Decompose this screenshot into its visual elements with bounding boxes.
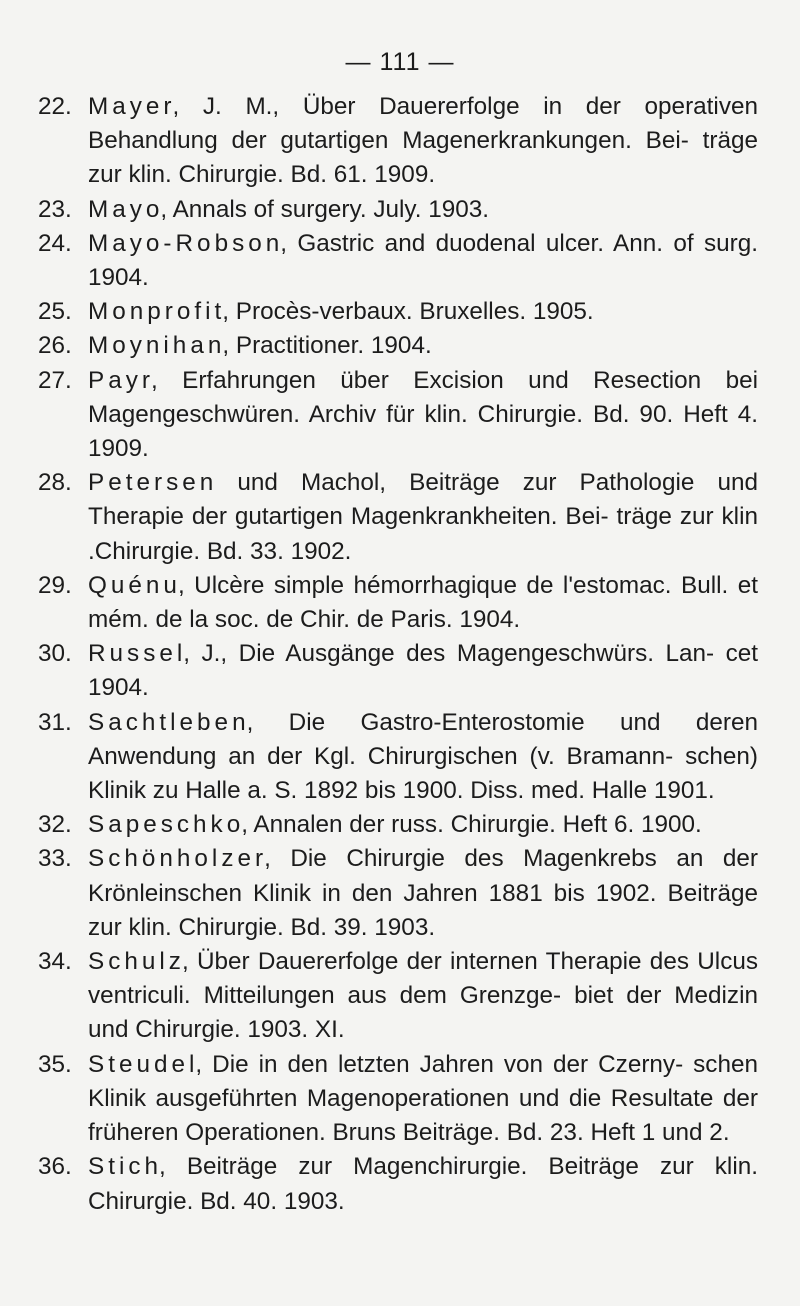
reference-text — [88, 842, 758, 945]
reference-number: 25. — [38, 298, 72, 326]
reference-entry — [38, 808, 758, 842]
reference-entry — [38, 569, 758, 637]
reference-citation: , Die in den letzten Jahren von der Czerny- schen Klinik ausgeführten Magenoperationen und die Resultate der früheren Operationen. Bruns Beiträge. Bd. 23. Heft 1 und 2. — [88, 1050, 758, 1147]
reference-text — [88, 1150, 758, 1218]
reference-author: Payr — [88, 366, 154, 394]
reference-citation: , Annalen der russ. Chirurgie. Heft 6. 1900. — [241, 811, 702, 839]
reference-entry — [38, 466, 758, 569]
reference-text — [88, 227, 758, 295]
reference-entry — [38, 227, 758, 295]
reference-text — [88, 193, 758, 227]
reference-text — [88, 637, 758, 705]
reference-author: Russel — [88, 640, 187, 668]
reference-text — [88, 1048, 758, 1151]
reference-citation: , Die Gastro-Enterostomie und deren Anwendung an der Kgl. Chirurgischen (v. Bramann- schen) Klinik zu Halle a. S. 1892 bis 1900. Diss. med. Halle 1901. — [88, 708, 758, 805]
reference-author: Mayo — [88, 195, 164, 223]
reference-citation: , Ulcère simple hémorrhagique de l'estomac. Bull. et mém. de la soc. de Chir. de Paris. 1904. — [88, 571, 758, 634]
reference-number: 33. — [38, 845, 72, 873]
reference-author: Schönholzer — [88, 845, 268, 873]
reference-citation: , J., Die Ausgänge des Magengeschwürs. Lan- cet 1904. — [88, 640, 758, 702]
reference-number: 28. — [38, 469, 72, 497]
reference-entry — [38, 90, 758, 193]
reference-text — [88, 706, 758, 809]
reference-author: Moynihan — [88, 332, 226, 360]
reference-citation: , Beiträge zur Magenchirurgie. Beiträge zur klin. Chirurgie. Bd. 40. 1903. — [88, 1153, 758, 1215]
reference-citation: , Procès-verbaux. Bruxelles. 1905. — [222, 298, 594, 326]
reference-author: Mayo-Robson — [88, 229, 284, 257]
reference-author: Steudel — [88, 1050, 199, 1078]
reference-entry — [38, 295, 758, 329]
reference-number: 22. — [38, 93, 72, 120]
reference-number: 35. — [38, 1050, 72, 1078]
reference-text — [88, 945, 758, 1048]
reference-text — [88, 808, 758, 842]
reference-citation: , Erfahrungen über Excision und Resection bei Magengeschwüren. Archiv für klin. Chirurgie. Bd. 90. Heft 4. 1909. — [88, 366, 758, 463]
reference-text — [88, 364, 758, 467]
reference-citation: , Gastric and duodenal ulcer. Ann. of surg. 1904. — [88, 229, 758, 292]
reference-text — [88, 466, 758, 569]
reference-entry — [38, 364, 758, 467]
reference-list — [38, 90, 758, 1219]
reference-number: 29. — [38, 571, 72, 599]
reference-number: 27. — [38, 366, 72, 394]
reference-number: 30. — [38, 640, 72, 668]
reference-author: Mayer — [88, 93, 176, 120]
reference-text — [88, 90, 758, 193]
reference-text — [88, 569, 758, 637]
reference-entry — [38, 1048, 758, 1151]
reference-citation: , Die Chirurgie des Magenkrebs an der Krönleinschen Klinik in den Jahren 1881 bis 1902. Beiträge zur klin. Chirurgie. Bd. 39. 1903. — [88, 845, 758, 941]
reference-text — [88, 295, 758, 329]
reference-number: 23. — [38, 195, 72, 223]
reference-text — [88, 329, 758, 363]
reference-citation: und Machol, Beiträge zur Pathologie und Therapie der gutartigen Magenkrankheiten. Bei- träge zur klin .Chirurgie. Bd. 33. 1902. — [88, 469, 758, 565]
reference-number: 26. — [38, 332, 72, 360]
reference-author: Quénu — [88, 571, 181, 599]
reference-entry — [38, 706, 758, 809]
reference-author: Stich — [88, 1153, 163, 1181]
reference-number: 34. — [38, 948, 72, 976]
reference-citation: , Annals of surgery. July. 1903. — [160, 195, 490, 223]
reference-citation: , Über Dauererfolge der internen Therapie des Ulcus ventriculi. Mitteilungen aus dem Grenzge- biet der Medizin und Chirurgie. 1903. XI. — [88, 948, 758, 1044]
reference-entry — [38, 1150, 758, 1218]
reference-author: Petersen — [88, 469, 218, 497]
reference-entry — [38, 329, 758, 363]
reference-entry — [38, 637, 758, 705]
reference-number: 31. — [38, 708, 72, 736]
reference-number: 24. — [38, 229, 72, 257]
reference-citation: , Practitioner. 1904. — [222, 332, 432, 360]
reference-entry — [38, 193, 758, 227]
reference-author: Monprofit — [88, 298, 226, 326]
reference-entry — [38, 842, 758, 945]
reference-citation: , J. M., Über Dauererfolge in der operativen Behandlung der gutartigen Magenerkrankungen. Bei- träge zur klin. Chirurgie. Bd. 61. 1909. — [88, 93, 758, 189]
reference-entry — [38, 945, 758, 1048]
reference-author: Schulz — [88, 948, 185, 976]
reference-number: 36. — [38, 1153, 72, 1181]
reference-author: Sapeschko — [88, 811, 245, 839]
reference-author: Sachtleben — [88, 708, 250, 736]
page-number: — 111 — — [345, 48, 455, 76]
reference-number: 32. — [38, 811, 72, 839]
